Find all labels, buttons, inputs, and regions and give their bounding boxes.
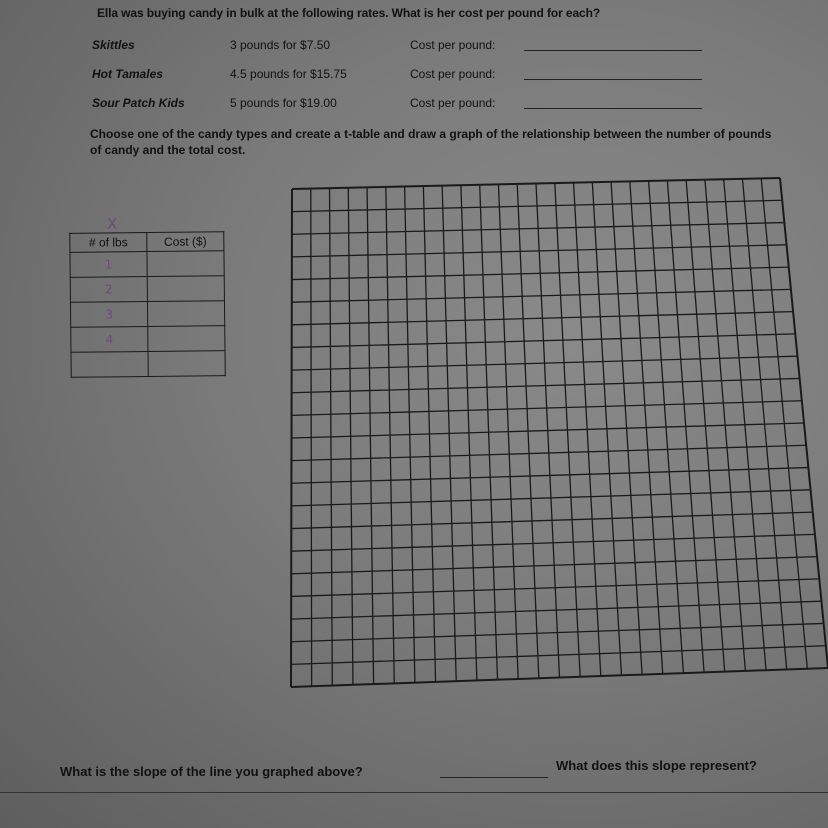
candy-rate: 3 pounds for $7.50 bbox=[230, 38, 331, 52]
cost-per-pound-label: Cost per pound: bbox=[410, 96, 496, 110]
slope-meaning-question: What does this slope represent? bbox=[556, 758, 757, 773]
t-table-header-cost: Cost ($) bbox=[147, 232, 224, 252]
cost-per-pound-label: Cost per pound: bbox=[410, 67, 496, 81]
slope-question: What is the slope of the line you graphed above? bbox=[60, 764, 363, 779]
slope-answer-blank[interactable] bbox=[440, 777, 548, 778]
graph-grid-lines bbox=[291, 178, 828, 687]
handwritten-x-mark: X bbox=[107, 215, 118, 233]
candy-rate: 5 pounds for $19.00 bbox=[230, 96, 337, 110]
page-divider bbox=[0, 792, 828, 793]
candy-name: Skittles bbox=[92, 38, 135, 52]
t-table-header-lbs: # of lbs bbox=[70, 233, 147, 253]
instructions: Choose one of the candy types and create a t-table and draw a graph of the relationship between the number of pounds of candy and the total cost. bbox=[90, 127, 772, 157]
t-table-cell-lbs[interactable]: 2 bbox=[70, 277, 147, 303]
cost-per-pound-label: Cost per pound: bbox=[410, 38, 496, 52]
candy-name: Sour Patch Kids bbox=[92, 96, 185, 110]
t-table-cell-lbs[interactable]: 3 bbox=[70, 302, 147, 328]
candy-name: Hot Tamales bbox=[92, 67, 163, 81]
candy-rate: 4.5 pounds for $15.75 bbox=[230, 67, 347, 81]
t-table-cell-lbs[interactable]: 1 bbox=[70, 252, 147, 278]
problem-prompt: Ella was buying candy in bulk at the following rates. What is her cost per pound for each? bbox=[97, 6, 601, 20]
t-table-cell-lbs[interactable]: 4 bbox=[71, 326, 148, 352]
